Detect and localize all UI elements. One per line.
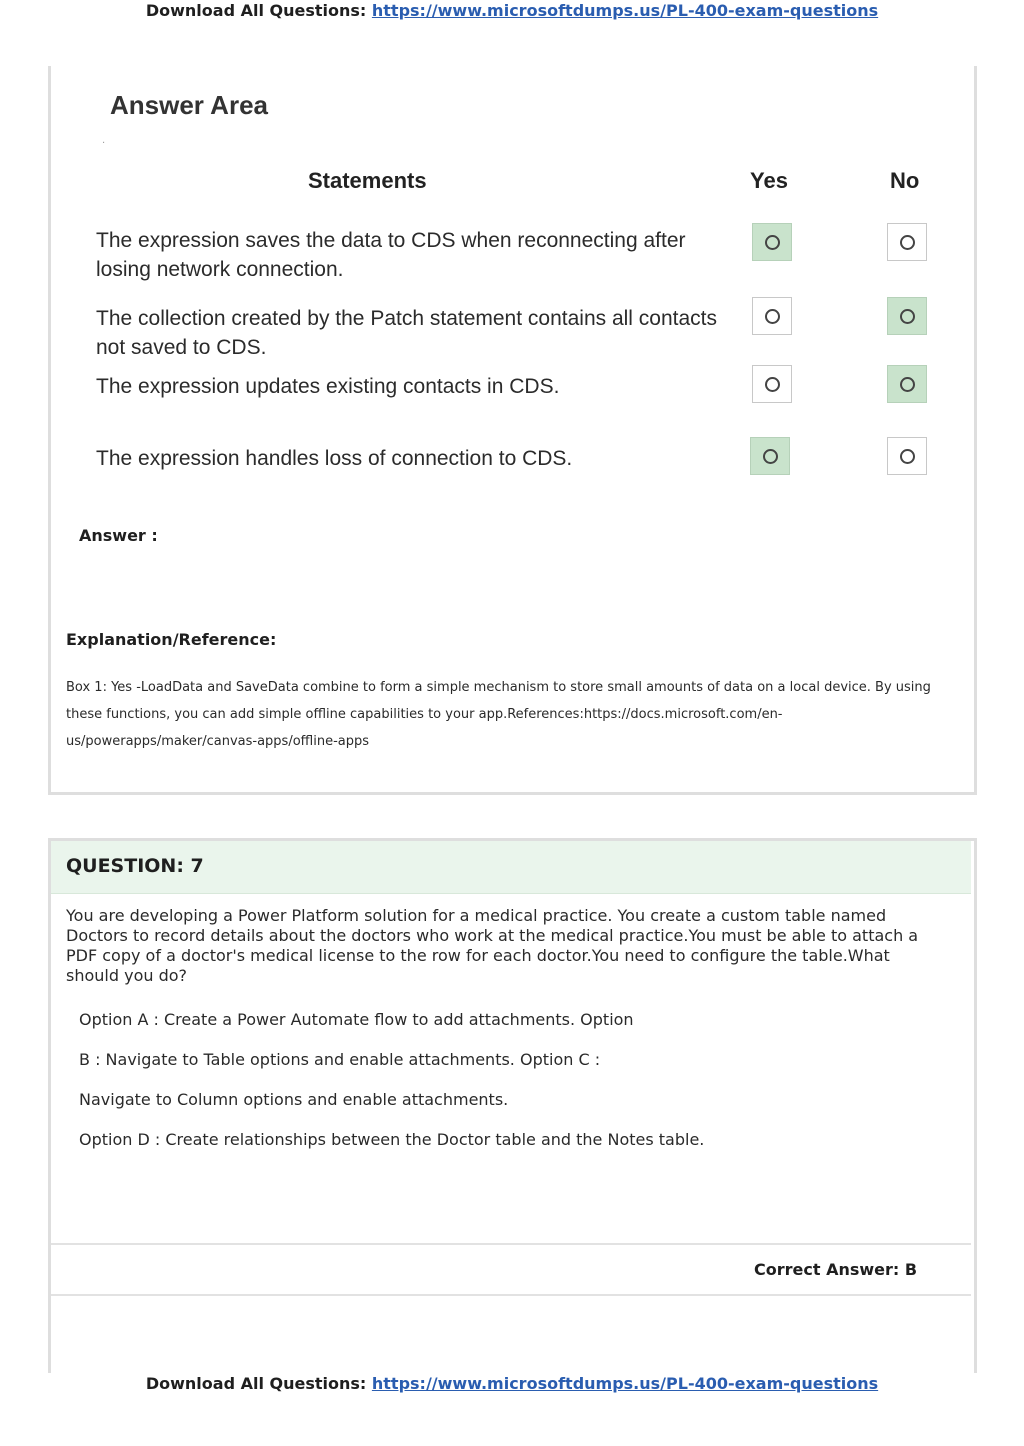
radio-circle-icon [900,377,915,392]
radio-circle-icon [765,309,780,324]
explanation-text: Box 1: Yes -LoadData and SaveData combine to form a simple mechanism to store small amounts of data on a local device. By using these functions, you can add simple offline capabilities to your app.References:https://docs.microsoft.com/en-us/powerapps/maker/canvas-apps/offline-apps [66,680,931,749]
option-line-2: B : Navigate to Table options and enable attachments. Option C : [79,1050,601,1069]
statement-4-no-radio[interactable] [887,437,927,475]
question-text: You are developing a Power Platform solution for a medical practice. You create a custom table named Doctors to record details about the doctors who work at the medical practice.You must be able to attach a PDF copy of a doctor's medical license to the row for each doctor.You need to configure the table.What should you do? [66,906,919,985]
download-header [0,1,1024,20]
option-line-1: Option A : Create a Power Automate flow to add attachments. Option [79,1010,634,1029]
option-line-4: Option D : Create relationships between the Doctor table and the Notes table. [79,1130,705,1149]
radio-circle-icon [900,235,915,250]
statement-2-no-radio[interactable] [887,297,927,335]
statement-4: The expression handles loss of connection to CDS. [96,447,573,470]
question-header [51,841,971,894]
statement-3-yes-radio[interactable] [752,365,792,403]
divider [51,1243,971,1245]
download-label: Download All Questions: [145,1374,367,1393]
statement-1-yes-radio[interactable] [752,223,792,261]
download-footer [0,1374,1024,1393]
stray-dot: · [102,138,106,149]
no-header: No [890,168,920,193]
question-title: QUESTION: 7 [66,855,204,877]
statement-1: The expression saves the data to CDS when reconnecting after losing network connection. [96,229,686,281]
download-link[interactable]: https://www.microsoftdumps.us/PL-400-exam-questions [371,1,879,20]
answer-area-image [84,86,944,486]
answer-area-title: Answer Area [110,90,268,120]
radio-circle-icon [763,449,778,464]
statement-4-yes-radio[interactable] [750,437,790,475]
correct-answer: Correct Answer: B [754,1260,918,1279]
download-label: Download All Questions: [145,1,367,20]
statements-header: Statements [308,168,427,193]
radio-circle-icon [765,235,780,250]
explanation-label: Explanation/Reference: [66,630,277,649]
yes-header: Yes [750,168,788,193]
download-link[interactable]: https://www.microsoftdumps.us/PL-400-exam-questions [371,1374,879,1393]
statement-3-no-radio[interactable] [887,365,927,403]
radio-circle-icon [765,377,780,392]
radio-circle-icon [900,449,915,464]
statement-2: The collection created by the Patch statement contains all contacts not saved to CDS. [96,307,718,359]
radio-circle-icon [900,309,915,324]
answer-label: Answer : [79,526,158,545]
statement-1-no-radio[interactable] [887,223,927,261]
statement-3: The expression updates existing contacts in CDS. [96,375,560,398]
statement-2-yes-radio[interactable] [752,297,792,335]
divider [51,1294,971,1296]
option-line-3: Navigate to Column options and enable attachments. [79,1090,509,1109]
